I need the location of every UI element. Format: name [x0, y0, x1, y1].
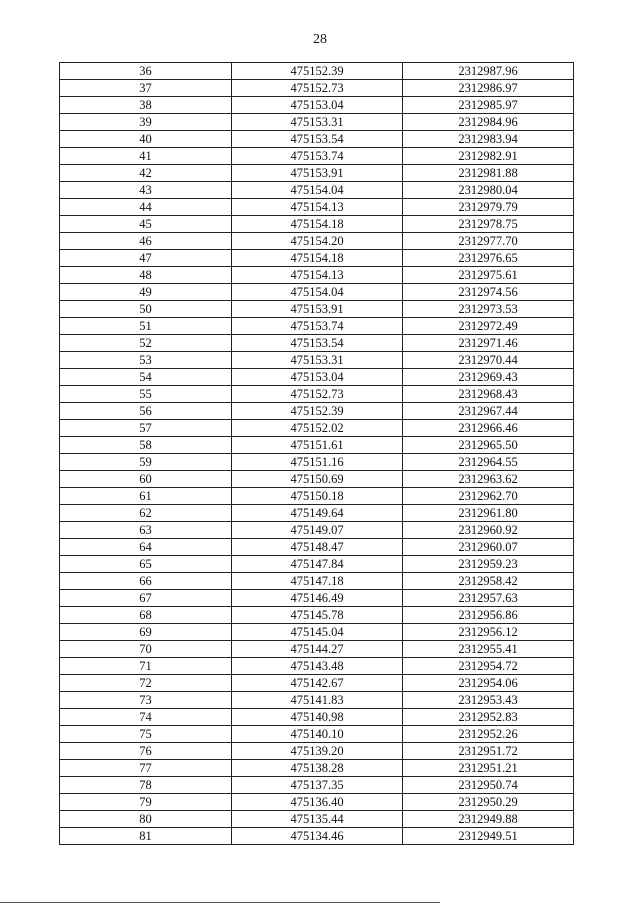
point-number-cell: 65 — [60, 556, 232, 573]
y-coordinate-cell: 2312974.56 — [403, 284, 574, 301]
table-row — [60, 148, 574, 165]
x-coordinate-cell: 475150.69 — [232, 471, 403, 488]
y-coordinate-cell: 2312958.42 — [403, 573, 574, 590]
point-number-cell: 50 — [60, 301, 232, 318]
point-number-cell: 81 — [60, 828, 232, 845]
x-coordinate-cell: 475151.16 — [232, 454, 403, 471]
y-coordinate-cell: 2312956.12 — [403, 624, 574, 641]
y-coordinate-cell: 2312986.97 — [403, 80, 574, 97]
table-row — [60, 63, 574, 80]
table-row — [60, 199, 574, 216]
y-coordinate-cell: 2312952.83 — [403, 709, 574, 726]
table-row — [60, 301, 574, 318]
y-coordinate-cell: 2312957.63 — [403, 590, 574, 607]
table-row — [60, 97, 574, 114]
y-coordinate-cell: 2312971.46 — [403, 335, 574, 352]
x-coordinate-cell: 475153.54 — [232, 131, 403, 148]
table-row — [60, 726, 574, 743]
x-coordinate-cell: 475152.39 — [232, 403, 403, 420]
x-coordinate-cell: 475136.40 — [232, 794, 403, 811]
x-coordinate-cell: 475150.18 — [232, 488, 403, 505]
point-number-cell: 47 — [60, 250, 232, 267]
point-number-cell: 55 — [60, 386, 232, 403]
x-coordinate-cell: 475148.47 — [232, 539, 403, 556]
point-number-cell: 42 — [60, 165, 232, 182]
point-number-cell: 38 — [60, 97, 232, 114]
x-coordinate-cell: 475143.48 — [232, 658, 403, 675]
y-coordinate-cell: 2312959.23 — [403, 556, 574, 573]
point-number-cell: 63 — [60, 522, 232, 539]
point-number-cell: 69 — [60, 624, 232, 641]
table-row — [60, 675, 574, 692]
point-number-cell: 53 — [60, 352, 232, 369]
y-coordinate-cell: 2312966.46 — [403, 420, 574, 437]
x-coordinate-cell: 475147.18 — [232, 573, 403, 590]
table-row — [60, 777, 574, 794]
table-row — [60, 131, 574, 148]
point-number-cell: 48 — [60, 267, 232, 284]
bottom-rule — [0, 902, 440, 903]
y-coordinate-cell: 2312954.72 — [403, 658, 574, 675]
table-row — [60, 80, 574, 97]
y-coordinate-cell: 2312980.04 — [403, 182, 574, 199]
page-number: 28 — [313, 32, 327, 47]
y-coordinate-cell: 2312950.74 — [403, 777, 574, 794]
x-coordinate-cell: 475153.04 — [232, 369, 403, 386]
x-coordinate-cell: 475154.13 — [232, 267, 403, 284]
y-coordinate-cell: 2312984.96 — [403, 114, 574, 131]
x-coordinate-cell: 475144.27 — [232, 641, 403, 658]
table-row — [60, 182, 574, 199]
coordinates-table-body — [60, 63, 574, 845]
point-number-cell: 36 — [60, 63, 232, 80]
x-coordinate-cell: 475151.61 — [232, 437, 403, 454]
x-coordinate-cell: 475153.31 — [232, 352, 403, 369]
table-row — [60, 386, 574, 403]
y-coordinate-cell: 2312972.49 — [403, 318, 574, 335]
y-coordinate-cell: 2312981.88 — [403, 165, 574, 182]
x-coordinate-cell: 475154.20 — [232, 233, 403, 250]
point-number-cell: 45 — [60, 216, 232, 233]
y-coordinate-cell: 2312969.43 — [403, 369, 574, 386]
point-number-cell: 52 — [60, 335, 232, 352]
table-row — [60, 488, 574, 505]
y-coordinate-cell: 2312949.51 — [403, 828, 574, 845]
table-row — [60, 590, 574, 607]
point-number-cell: 73 — [60, 692, 232, 709]
point-number-cell: 78 — [60, 777, 232, 794]
x-coordinate-cell: 475146.49 — [232, 590, 403, 607]
x-coordinate-cell: 475154.04 — [232, 284, 403, 301]
table-row — [60, 216, 574, 233]
table-row — [60, 369, 574, 386]
x-coordinate-cell: 475149.64 — [232, 505, 403, 522]
point-number-cell: 71 — [60, 658, 232, 675]
x-coordinate-cell: 475149.07 — [232, 522, 403, 539]
y-coordinate-cell: 2312953.43 — [403, 692, 574, 709]
x-coordinate-cell: 475152.73 — [232, 386, 403, 403]
table-row — [60, 437, 574, 454]
coordinates-table — [59, 62, 574, 845]
y-coordinate-cell: 2312985.97 — [403, 97, 574, 114]
point-number-cell: 62 — [60, 505, 232, 522]
table-row — [60, 811, 574, 828]
x-coordinate-cell: 475153.04 — [232, 97, 403, 114]
point-number-cell: 77 — [60, 760, 232, 777]
x-coordinate-cell: 475141.83 — [232, 692, 403, 709]
point-number-cell: 75 — [60, 726, 232, 743]
point-number-cell: 49 — [60, 284, 232, 301]
point-number-cell: 80 — [60, 811, 232, 828]
point-number-cell: 79 — [60, 794, 232, 811]
y-coordinate-cell: 2312951.72 — [403, 743, 574, 760]
table-row — [60, 522, 574, 539]
table-row — [60, 114, 574, 131]
x-coordinate-cell: 475154.04 — [232, 182, 403, 199]
y-coordinate-cell: 2312967.44 — [403, 403, 574, 420]
table-row — [60, 692, 574, 709]
x-coordinate-cell: 475139.20 — [232, 743, 403, 760]
y-coordinate-cell: 2312952.26 — [403, 726, 574, 743]
y-coordinate-cell: 2312964.55 — [403, 454, 574, 471]
y-coordinate-cell: 2312976.65 — [403, 250, 574, 267]
y-coordinate-cell: 2312979.79 — [403, 199, 574, 216]
point-number-cell: 44 — [60, 199, 232, 216]
y-coordinate-cell: 2312983.94 — [403, 131, 574, 148]
point-number-cell: 60 — [60, 471, 232, 488]
point-number-cell: 37 — [60, 80, 232, 97]
x-coordinate-cell: 475142.67 — [232, 675, 403, 692]
table-row — [60, 709, 574, 726]
point-number-cell: 61 — [60, 488, 232, 505]
x-coordinate-cell: 475153.74 — [232, 318, 403, 335]
point-number-cell: 58 — [60, 437, 232, 454]
x-coordinate-cell: 475137.35 — [232, 777, 403, 794]
y-coordinate-cell: 2312956.86 — [403, 607, 574, 624]
point-number-cell: 39 — [60, 114, 232, 131]
table-row — [60, 624, 574, 641]
y-coordinate-cell: 2312970.44 — [403, 352, 574, 369]
point-number-cell: 41 — [60, 148, 232, 165]
table-row — [60, 573, 574, 590]
x-coordinate-cell: 475154.18 — [232, 216, 403, 233]
table-row — [60, 267, 574, 284]
table-row — [60, 352, 574, 369]
y-coordinate-cell: 2312963.62 — [403, 471, 574, 488]
y-coordinate-cell: 2312973.53 — [403, 301, 574, 318]
point-number-cell: 51 — [60, 318, 232, 335]
table-row — [60, 420, 574, 437]
x-coordinate-cell: 475138.28 — [232, 760, 403, 777]
point-number-cell: 66 — [60, 573, 232, 590]
y-coordinate-cell: 2312955.41 — [403, 641, 574, 658]
y-coordinate-cell: 2312962.70 — [403, 488, 574, 505]
point-number-cell: 57 — [60, 420, 232, 437]
point-number-cell: 68 — [60, 607, 232, 624]
x-coordinate-cell: 475153.54 — [232, 335, 403, 352]
x-coordinate-cell: 475152.39 — [232, 63, 403, 80]
table-row — [60, 335, 574, 352]
x-coordinate-cell: 475135.44 — [232, 811, 403, 828]
x-coordinate-cell: 475147.84 — [232, 556, 403, 573]
table-row — [60, 794, 574, 811]
y-coordinate-cell: 2312968.43 — [403, 386, 574, 403]
x-coordinate-cell: 475140.10 — [232, 726, 403, 743]
point-number-cell: 74 — [60, 709, 232, 726]
table-row — [60, 403, 574, 420]
x-coordinate-cell: 475152.73 — [232, 80, 403, 97]
y-coordinate-cell: 2312960.07 — [403, 539, 574, 556]
x-coordinate-cell: 475153.91 — [232, 301, 403, 318]
point-number-cell: 46 — [60, 233, 232, 250]
table-row — [60, 828, 574, 845]
y-coordinate-cell: 2312965.50 — [403, 437, 574, 454]
table-row — [60, 658, 574, 675]
x-coordinate-cell: 475154.18 — [232, 250, 403, 267]
y-coordinate-cell: 2312960.92 — [403, 522, 574, 539]
y-coordinate-cell: 2312949.88 — [403, 811, 574, 828]
table-row — [60, 454, 574, 471]
x-coordinate-cell: 475153.91 — [232, 165, 403, 182]
y-coordinate-cell: 2312975.61 — [403, 267, 574, 284]
x-coordinate-cell: 475134.46 — [232, 828, 403, 845]
y-coordinate-cell: 2312961.80 — [403, 505, 574, 522]
point-number-cell: 43 — [60, 182, 232, 199]
point-number-cell: 40 — [60, 131, 232, 148]
table-row — [60, 505, 574, 522]
table-row — [60, 556, 574, 573]
point-number-cell: 67 — [60, 590, 232, 607]
table-row — [60, 165, 574, 182]
table-row — [60, 760, 574, 777]
y-coordinate-cell: 2312951.21 — [403, 760, 574, 777]
x-coordinate-cell: 475145.78 — [232, 607, 403, 624]
table-row — [60, 641, 574, 658]
table-row — [60, 607, 574, 624]
x-coordinate-cell: 475153.31 — [232, 114, 403, 131]
x-coordinate-cell: 475145.04 — [232, 624, 403, 641]
table-row — [60, 743, 574, 760]
y-coordinate-cell: 2312977.70 — [403, 233, 574, 250]
point-number-cell: 72 — [60, 675, 232, 692]
x-coordinate-cell: 475154.13 — [232, 199, 403, 216]
y-coordinate-cell: 2312978.75 — [403, 216, 574, 233]
point-number-cell: 56 — [60, 403, 232, 420]
point-number-cell: 76 — [60, 743, 232, 760]
x-coordinate-cell: 475140.98 — [232, 709, 403, 726]
table-row — [60, 233, 574, 250]
y-coordinate-cell: 2312954.06 — [403, 675, 574, 692]
point-number-cell: 54 — [60, 369, 232, 386]
point-number-cell: 64 — [60, 539, 232, 556]
y-coordinate-cell: 2312950.29 — [403, 794, 574, 811]
table-row — [60, 318, 574, 335]
table-row — [60, 284, 574, 301]
y-coordinate-cell: 2312987.96 — [403, 63, 574, 80]
table-row — [60, 539, 574, 556]
y-coordinate-cell: 2312982.91 — [403, 148, 574, 165]
point-number-cell: 70 — [60, 641, 232, 658]
x-coordinate-cell: 475152.02 — [232, 420, 403, 437]
point-number-cell: 59 — [60, 454, 232, 471]
table-row — [60, 250, 574, 267]
x-coordinate-cell: 475153.74 — [232, 148, 403, 165]
table-row — [60, 471, 574, 488]
